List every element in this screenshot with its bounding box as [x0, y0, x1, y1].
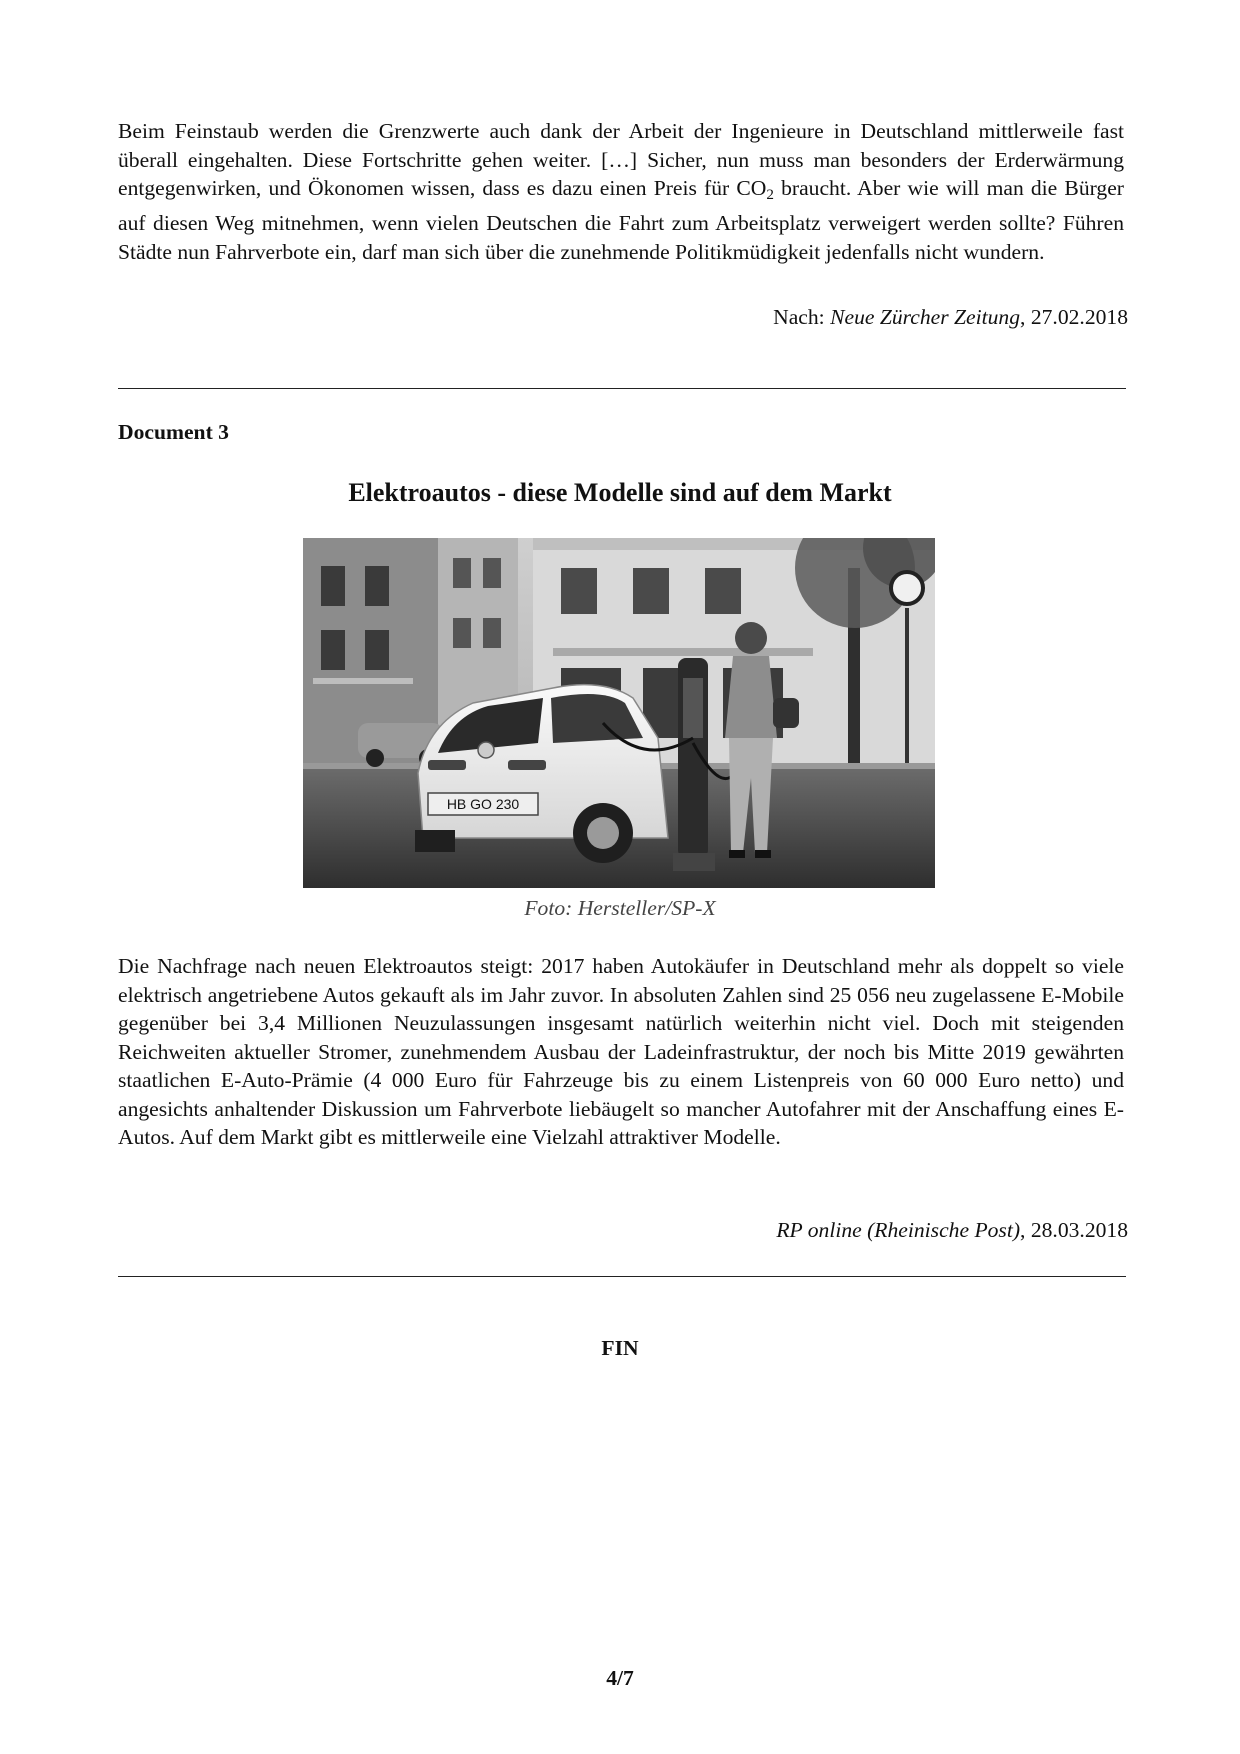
doc3-source [776, 1218, 1128, 1243]
divider [118, 388, 1126, 389]
source-prefix: Nach: [773, 305, 831, 329]
source-date: , 27.02.2018 [1020, 305, 1128, 329]
article-title: Elektroautos - diese Modelle sind auf dem Markt [348, 478, 892, 507]
doc3-paragraph: Die Nachfrage nach neuen Elektroautos steigt: 2017 haben Autokäufer in Deutschland mehr als doppelt so viele elektrisch angetriebene Autos gekauft als im Jahr zuvor. In absoluten Zahlen sind 25 056 neu zugelassene E-Mobile gegenüber bei 3,4 Millionen Neuzulassungen insgesamt natürlich weiterhin nicht viel. Doch mit steigenden Reichweiten aktueller Stromer, zunehmendem Ausbau der Ladeinfrastruktur, der noch bis Mitte 2019 gewährten staatlichen E-Auto-Prämie (4 000 Euro für Fahrzeuge bis zu einem Listenpreis von 60 000 Euro netto) und angesichts anhaltender Diskussion um Fahrverbote liebäugelt so mancher Autofahrer mit der Anschaffung eines E-Autos. Auf dem Markt gibt es mittlerweile eine Vielzahl attraktiver Modelle. [118, 954, 1124, 1149]
page-number: 4/7 [606, 1666, 634, 1690]
doc2-text-part1: Beim Feinstaub werden die Grenzwerte auch dank der Arbeit der Ingenieure in Deutschland mittlerweile fast überall eingehalten. Diese Fortschritte gehen weiter. […] Sicher, nun muss man besonders der Erderwärmung entgegenwirken, und Ökonomen wissen, dass es dazu einen Preis für CO [118, 119, 1124, 200]
source-title: RP online (Rheinische Post) [776, 1218, 1021, 1242]
divider [118, 1276, 1126, 1277]
source-date: , 28.03.2018 [1020, 1218, 1128, 1242]
doc2-source [773, 305, 1128, 330]
source-title: Neue Zürcher Zeitung [830, 305, 1021, 329]
end-marker: FIN [601, 1336, 639, 1360]
photo-caption: Foto: Hersteller/SP-X [524, 896, 716, 920]
license-plate: HB GO 230 [446, 796, 520, 812]
doc2-paragraph [118, 117, 1124, 266]
article-photo [303, 538, 935, 888]
doc2-text-part2: braucht. Aber wie will man die Bürger auf diesen Weg mitnehmen, wenn vielen Deutschen die Fahrt zum Arbeitsplatz verweigert werden sollte? Führen Städte nun Fahrverbote ein, darf man sich über die zunehmende Politikmüdigkeit jedenfalls nicht wundern. [118, 176, 1124, 264]
co2-subscript: 2 [766, 186, 774, 203]
document-label: Document 3 [118, 420, 229, 444]
